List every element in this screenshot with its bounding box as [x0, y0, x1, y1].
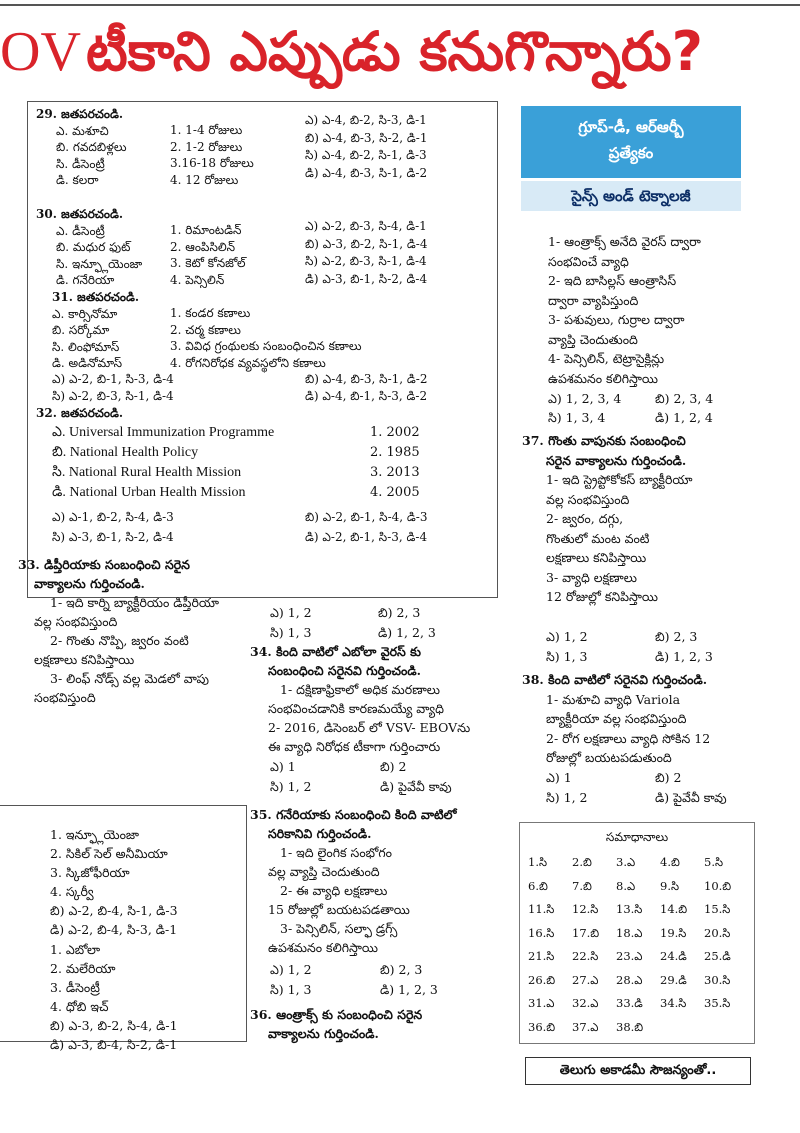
q34-option-d: డి) పైవేవీ కావు	[380, 779, 452, 794]
lower-left-b-2: 2. మలేరియా	[50, 961, 116, 976]
q35-title-1: 35. గనేరియాకు సంబంధించి కింది వాటిలో	[250, 807, 457, 822]
q30-match-3: 3. కెటో కోనజోల్	[170, 256, 246, 270]
answer-cell: 19.సి	[660, 925, 687, 940]
q36-options-2	[655, 389, 713, 427]
lower-left-a	[50, 825, 178, 939]
q29-option-c: సి) ఎ-4, బి-2, సి-1, డి-3	[305, 148, 427, 162]
answer-cell: 26.బి	[528, 972, 556, 987]
q38-option-d: డి) పైవేవీ కావు	[655, 790, 727, 805]
q37-options-2	[655, 627, 713, 667]
q32-year-3: 3. 2013	[370, 465, 420, 480]
q33-line-1: 1- ఇది కార్ని బ్యాక్టీరియం డిప్తీరియా	[50, 595, 219, 610]
q35-line-4: 15 రోజుల్లో బయటపడతాయి	[268, 902, 410, 917]
answer-cell: 9.సి	[660, 878, 680, 893]
q38-options	[546, 768, 587, 808]
q36-option-c: సి) 1, 3, 4	[548, 410, 606, 425]
q37-option-a: ఎ) 1, 2	[546, 629, 588, 644]
lower-left-b	[50, 940, 178, 1054]
q36-options	[548, 389, 621, 427]
answer-cell: 25.డి	[704, 949, 731, 963]
q30-option-c: సి) ఎ-2, బి-3, సి-1, డి-4	[305, 254, 427, 268]
q38-options-2	[655, 768, 727, 808]
q34-options	[270, 757, 311, 797]
q32-options-right	[305, 507, 427, 547]
q35-block	[250, 805, 457, 957]
q34-option-a: ఎ) 1	[270, 759, 296, 774]
answer-cell: 35.సి	[704, 996, 731, 1010]
lower-left-a-1: 1. ఇన్ఫ్లూయెంజా	[50, 827, 139, 842]
q37-block	[522, 431, 692, 607]
q31-options-left	[52, 371, 174, 404]
q29-item-c: సి. డీసెంట్రీ	[56, 156, 105, 171]
q31-option-a: ఎ) ఎ-2, బి-1, సి-3, డి-4	[52, 372, 174, 386]
q34-title-1: 34. కింది వాటిలో ఎబోలా వైరస్ కు	[250, 644, 421, 659]
q37-line-5: లక్షణాలు కనిపిస్తాయి	[546, 550, 647, 565]
q32-item-d: డి. National Urban Health Mission	[52, 485, 246, 500]
q32-title	[36, 405, 123, 422]
answer-cell: 12.సి	[572, 902, 599, 916]
answers-box	[519, 822, 755, 1044]
q29-match-1: 1. 1-4 రోజులు	[170, 123, 243, 137]
answers-row	[528, 945, 754, 969]
answer-cell: 18.ఎ	[616, 925, 643, 940]
banner-line-2: ప్రత్యేకం	[608, 144, 654, 162]
lower-left-b-opt-d: డి) ఎ-3, బి-4, సి-2, డి-1	[50, 1037, 178, 1052]
q32-option-d: డి) ఎ-2, బి-1, సి-3, డి-4	[305, 530, 428, 544]
q37-line-4: గొంతులో మంట వంటి	[546, 530, 650, 546]
q38-line-3: 2- రోగ లక్షణాలు వ్యాధి సోకిన 12	[546, 730, 711, 746]
q38-block	[522, 670, 710, 768]
q34-line-3: 2- 2016, డిసెంబర్ లో VSV- EBOVను	[268, 720, 471, 735]
courtesy-note: తెలుగు అకాడమీ సౌజన్యంతో..	[525, 1057, 751, 1085]
q29-match-2: 2. 1-2 రోజులు	[170, 139, 243, 154]
answer-cell: 30.సి	[704, 972, 731, 987]
lower-left-b-opt-b: బి) ఎ-3, బి-2, సి-4, డి-1	[50, 1018, 178, 1033]
q31-option-b: బి) ఎ-4, బి-3, సి-1, డి-2	[305, 372, 428, 386]
q31-match-3: 3. వివిధ గ్రంథులకు సంబంధించిన కణాలు	[170, 339, 362, 353]
answers-row	[528, 922, 754, 946]
q31-item-c: సి. లింఫోమాస్	[52, 339, 120, 354]
answer-cell: 6.బి	[528, 878, 548, 893]
lower-left-b-3: 3. డీసెంట్రీ	[50, 980, 100, 995]
lower-left-a-2: 2. సికిల్ సెల్ అనీమియా	[50, 846, 168, 861]
q35-line-1: 1- ఇది లైంగిక సంభోగం	[280, 845, 392, 860]
q35-line-6: ఉపశమనం కలిగిస్తాయి	[268, 940, 378, 955]
q36-option-d: డి) 1, 2, 4	[655, 410, 713, 425]
q32-year-4: 4. 2005	[370, 485, 420, 500]
q36-line-8: ఉపశమనం కలిగిస్తాయి	[548, 370, 658, 386]
q34-option-b: బి) 2	[380, 759, 407, 774]
answer-cell: 28.ఎ	[616, 972, 643, 987]
answer-cell: 33.డి	[616, 996, 643, 1010]
q30-option-d: డి) ఎ-3, బి-1, సి-2, డి-4	[305, 271, 428, 286]
q35-title-2: సరికానివి గుర్తించండి.	[268, 826, 372, 841]
answer-cell: 13.సి	[616, 902, 643, 916]
q36-option-b: బి) 2, 3, 4	[655, 391, 714, 406]
q32-year-1: 1. 2002	[370, 425, 420, 440]
headline-text: టీకాని ఎప్పుడు కనుగొన్నారు?	[85, 20, 703, 83]
q37-line-6: 3- వ్యాధి లక్షణాలు	[546, 569, 637, 585]
q29-option-d: డి) ఎ-4, బి-3, సి-1, డి-2	[305, 165, 428, 180]
q29-item-b: బి. గవదబిళ్లలు	[56, 140, 127, 154]
q38-title: 38. కింది వాటిలో సరైనవి గుర్తించండి.	[522, 672, 708, 687]
q35-line-5: 3- పెన్సిలిన్, సల్ఫా డ్రగ్స్	[280, 921, 398, 936]
q37-line-3: 2- జ్వరం, దగ్గు,	[546, 511, 624, 526]
q31-match-2: 2. చర్మ కణాలు	[170, 322, 241, 337]
answer-cell: 7.బి	[572, 878, 592, 893]
answer-cell: 16.సి	[528, 925, 555, 940]
answer-cell: 11.సి	[528, 902, 555, 916]
answer-cell: 34.సి	[660, 996, 687, 1010]
q34-line-4: ఈ వ్యాధి నిరోధక టీకాగా గుర్తించారు	[268, 739, 441, 754]
q38-line-4: రోజుల్లో బయటపడుతుంది	[546, 750, 672, 765]
q33-title-1: 33. డిప్తీరియాకు సంబంధించి సరైన	[18, 557, 190, 572]
answer-cell: 27.ఎ	[572, 972, 599, 987]
q35-line-3: 2- ఈ వ్యాధి లక్షణాలు	[280, 883, 388, 898]
q34-options-2	[380, 757, 452, 797]
q32-year-2: 2. 1985	[370, 445, 420, 460]
q34-line-1: 1- దక్షిణాఫ్రికాలో అధిక మరణాలు	[280, 682, 440, 697]
q32-item-b: బి. National Health Policy	[52, 445, 199, 460]
answer-cell: 15.సి	[704, 902, 731, 916]
answer-cell: 20.సి	[704, 925, 731, 940]
q36-option-a: ఎ) 1, 2, 3, 4	[548, 391, 622, 406]
q31-item-a: ఎ. కార్సినోమా	[52, 306, 118, 321]
answers-row	[528, 851, 754, 875]
q38-line-2: బ్యాక్టీరియా వల్ల సంభవిస్తుంది	[546, 711, 687, 726]
q30-item-b: బి. మధుర ఫుట్	[56, 240, 131, 254]
q31-options-right	[305, 371, 427, 404]
q30-option-b: బి) ఎ-3, బి-2, సి-1, డి-4	[305, 236, 428, 251]
q33-line-5: 3- లింఫ్ నోడ్స్ వల్ల మెడలో వాపు	[50, 671, 209, 686]
answers-row	[528, 898, 754, 922]
q36-line-6: వ్యాప్తి చెందుతుంది	[548, 331, 638, 347]
q30-match-1: 1. రిమాంటడిన్	[170, 223, 242, 237]
top-rule	[0, 4, 800, 6]
q33-option-a: ఎ) 1, 2	[270, 605, 312, 620]
q32-years	[370, 423, 420, 503]
q33-line-6: సంభవిస్తుంది	[34, 690, 96, 705]
q36-line-7: 4- పెన్సిలిన్, టెట్రాసైక్లిన్లు	[548, 351, 665, 366]
lower-left-a-opt-b: బి) ఎ-2, బి-4, సి-1, డి-3	[50, 903, 178, 918]
q32-items	[52, 423, 274, 503]
q35-line-2: వల్ల వ్యాప్తి చెందుతుంది	[268, 864, 380, 879]
q37-title-2: సరైన వాక్యాలను గుర్తించండి.	[546, 452, 687, 468]
q37-option-b: బి) 2, 3	[655, 629, 698, 644]
q30-match-2: 2. ఆంపిసిలిన్	[170, 239, 236, 254]
answer-cell: 14.బి	[660, 902, 688, 916]
answer-cell: 1.సి	[528, 855, 548, 869]
q29-item-a: ఎ. మశూచి	[56, 123, 109, 138]
q29-title: 29. జతపరచండి.	[36, 107, 124, 121]
q29-match	[170, 122, 254, 188]
q31-match	[170, 305, 362, 371]
q32-item-a: ఎ. Universal Immunization Programme	[52, 425, 275, 440]
q36-line-1: 1- ఆంత్రాక్స్ అనేది వైరస్ ద్వారా	[548, 234, 701, 249]
lower-left-a-opt-d: డి) ఎ-2, బి-4, సి-3, డి-1	[50, 922, 178, 937]
q29-option-b: బి) ఎ-4, బి-3, సి-2, డి-1	[305, 130, 428, 145]
answer-cell: 24.డి	[660, 949, 687, 963]
q33-block	[18, 555, 219, 707]
q29-match-3: 3.16-18 రోజులు	[170, 156, 254, 170]
q36-title-2: వాక్యాలను గుర్తించండి.	[268, 1026, 379, 1041]
q29-options	[305, 112, 427, 182]
q30-block	[36, 206, 142, 289]
q30-match-4: 4. పెన్సిలిన్	[170, 272, 225, 287]
q31-match-4: 4. రోగనిరోధక వ్యవస్థలోని కణాలు	[170, 355, 326, 370]
q37-option-d: డి) 1, 2, 3	[655, 649, 713, 664]
q33-option-c: సి) 1, 3	[270, 625, 312, 640]
q30-options	[305, 218, 427, 288]
q32-title-text: 32. జతపరచండి.	[36, 406, 124, 420]
q36-block	[250, 1005, 422, 1043]
answer-cell: 2.బి	[572, 855, 592, 869]
q37-title-1: 37. గొంతు వాపునకు సంబంధించి	[522, 433, 686, 448]
q32-options-left	[52, 507, 174, 547]
q29-match-4: 4. 12 రోజులు	[170, 172, 239, 187]
q35-option-c: సి) 1, 3	[270, 982, 312, 997]
q36-title-1: 36. ఆంత్రాక్స్ కు సంబంధించి సరైన	[250, 1007, 423, 1022]
q30-item-d: డి. గనేరియా	[56, 273, 115, 287]
answer-cell: 37.ఎ	[572, 1019, 599, 1034]
answer-cell: 31.ఎ	[528, 996, 555, 1010]
answers-row	[528, 1016, 754, 1040]
q29-option-a: ఎ) ఎ-4, బి-2, సి-3, డి-1	[305, 113, 427, 127]
answer-cell: 8.ఎ	[616, 878, 636, 893]
subject-banner: సైన్స్ అండ్ టెక్నాలజీ	[521, 181, 741, 211]
q36-line-5: 3- పశువులు, గుర్రాల ద్వారా	[548, 312, 685, 327]
q37-line-1: 1- ఇది స్ట్రెప్టోకోకస్ బ్యాక్టీరియా	[546, 472, 693, 487]
q31-block	[52, 289, 139, 372]
q30-item-a: ఎ. డీసెంట్రీ	[56, 223, 105, 238]
q31-item-d: డి. అడినోమాస్	[52, 356, 123, 370]
q33-options-2	[378, 603, 436, 643]
q37-line-7: 12 రోజుల్లో కనిపిస్తాయి	[546, 589, 659, 604]
answer-cell: 38.బి	[616, 1019, 644, 1034]
q34-title-2: సంబంధించి సరైనవి గుర్తించండి.	[268, 663, 421, 678]
answer-cell: 22.సి	[572, 949, 599, 963]
answer-cell: 32.ఎ	[572, 996, 599, 1010]
q30-item-c: సి. ఇన్ఫ్లూయెంజా	[56, 256, 143, 271]
q37-options	[546, 627, 588, 667]
q30-match	[170, 222, 245, 288]
q31-option-c: సి) ఎ-2, బి-3, సి-1, డి-4	[52, 388, 174, 403]
q33-title-2: వాక్యాలను గుర్తించండి.	[34, 576, 145, 591]
headline-prefix: OV	[0, 21, 81, 83]
q32-option-a: ఎ) ఎ-1, బి-2, సి-4, డి-3	[52, 510, 174, 524]
q31-match-1: 1. కండర కణాలు	[170, 306, 251, 320]
q33-option-b: బి) 2, 3	[378, 605, 421, 620]
lower-left-b-1: 1. ఎబోలా	[50, 942, 101, 957]
q33-line-3: 2- గొంతు నొప్పి, జ్వరం వంటి	[50, 633, 189, 648]
answers-row	[528, 969, 754, 993]
banner-line-1: గ్రూప్-డీ, ఆర్ఆర్బీ	[578, 118, 684, 136]
q31-title: 31. జతపరచండి.	[52, 290, 140, 304]
headline	[0, 20, 800, 110]
q33-line-4: లక్షణాలు కనిపిస్తాయి	[34, 652, 135, 667]
q34-block	[250, 642, 470, 756]
answers-row	[528, 875, 754, 899]
q38-option-b: బి) 2	[655, 770, 682, 785]
answer-cell: 17.బి	[572, 925, 600, 940]
answer-cell: 21.సి	[528, 949, 555, 963]
answer-cell: 10.బి	[704, 878, 732, 893]
q33-line-2: వల్ల సంభవిస్తుంది	[34, 614, 118, 629]
series-banner	[521, 106, 741, 178]
answers-title: సమాధానాలు	[605, 830, 669, 844]
q30-title: 30. జతపరచండి.	[36, 207, 124, 221]
q38-line-1: 1- మశూచి వ్యాధి Variola	[546, 691, 681, 707]
q30-option-a: ఎ) ఎ-2, బి-3, సి-4, డి-1	[305, 219, 427, 233]
q36-line-3: 2- ఇది బాసిల్లస్ ఆంత్రాసిస్	[548, 273, 677, 288]
q38-option-a: ఎ) 1	[546, 770, 572, 785]
lower-left-b-4: 4. ధోబి ఇచ్	[50, 999, 109, 1014]
q35-options	[270, 960, 312, 1000]
q31-item-b: బి. సర్కోమా	[52, 323, 110, 337]
q38-option-c: సి) 1, 2	[546, 790, 588, 805]
q29-block	[36, 106, 127, 189]
q36-continued	[548, 232, 701, 388]
answer-cell: 23.ఎ	[616, 949, 643, 963]
q32-item-c: సి. National Rural Health Mission	[52, 465, 242, 480]
answers-row	[528, 992, 754, 1016]
q35-option-d: డి) 1, 2, 3	[380, 982, 438, 997]
q32-option-b: బి) ఎ-2, బి-1, సి-4, డి-3	[305, 510, 428, 524]
answers-grid	[520, 849, 754, 1039]
q33-option-d: డి) 1, 2, 3	[378, 625, 436, 640]
q35-options-2	[380, 960, 438, 1000]
q37-option-c: సి) 1, 3	[546, 649, 588, 664]
answer-cell: 3.ఎ	[616, 855, 636, 869]
answer-cell: 4.బి	[660, 855, 680, 869]
q36-line-4: ద్వారా వ్యాపిస్తుంది	[548, 292, 639, 308]
q34-line-2: సంభవించడానికి కారణమయ్యే వ్యాధి	[268, 701, 444, 716]
q31-option-d: డి) ఎ-4, బి-1, సి-3, డి-2	[305, 388, 428, 403]
q32-option-c: సి) ఎ-3, బి-1, సి-2, డి-4	[52, 530, 174, 544]
q35-option-b: బి) 2, 3	[380, 962, 423, 977]
answer-cell: 5.సి	[704, 855, 724, 869]
q33-options	[270, 603, 312, 643]
lower-left-a-3: 3. స్కిజోఫీరియా	[50, 865, 130, 880]
lower-left-a-4: 4. స్కర్వీ	[50, 884, 94, 899]
answer-cell: 29.డి	[660, 972, 687, 987]
answer-cell: 36.బి	[528, 1019, 556, 1034]
q36-line-2: సంభవించే వ్యాధి	[548, 253, 629, 269]
q37-line-2: వల్ల సంభవిస్తుంది	[546, 491, 630, 507]
q29-item-d: డి. కలరా	[56, 173, 99, 187]
q34-option-c: సి) 1, 2	[270, 779, 312, 794]
q35-option-a: ఎ) 1, 2	[270, 962, 312, 977]
